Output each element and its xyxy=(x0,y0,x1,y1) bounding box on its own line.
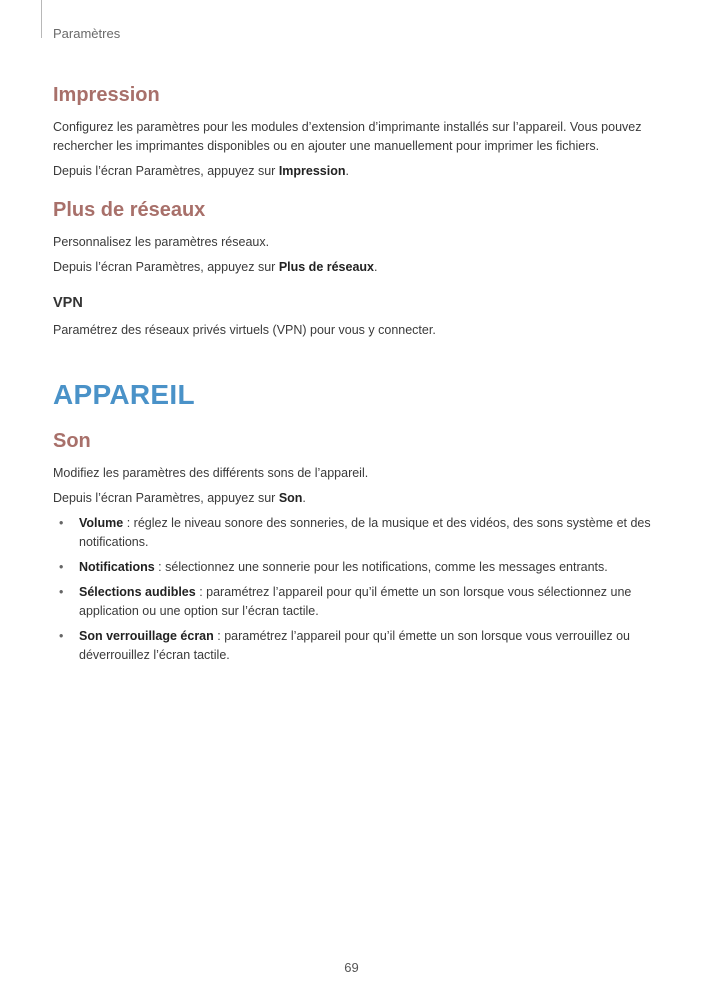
header-title: Paramètres xyxy=(53,26,121,41)
section-vpn xyxy=(53,293,653,340)
son-path-prefix: Depuis l’écran Paramètres, appuyez sur xyxy=(53,491,279,505)
reseaux-path-prefix: Depuis l’écran Paramètres, appuyez sur xyxy=(53,260,279,274)
page-content xyxy=(53,82,653,681)
reseaux-path-target: Plus de réseaux xyxy=(278,260,375,274)
page-number: 69 xyxy=(344,960,359,975)
appareil-title: APPAREIL xyxy=(53,379,195,410)
son-path-target: Son xyxy=(278,491,303,505)
reseaux-desc: Personnalisez les paramètres réseaux. xyxy=(53,235,270,249)
bullet-text: : sélectionnez une sonnerie pour les notifications, comme les messages entrants. xyxy=(154,560,608,574)
impression-title: Impression xyxy=(53,84,160,106)
bullet-term: Notifications xyxy=(79,560,155,574)
son-path-suffix: . xyxy=(302,491,306,505)
son-bullet-list xyxy=(53,514,653,665)
bullet-icon: • xyxy=(59,516,64,530)
son-title: Son xyxy=(53,430,91,452)
impression-path-prefix: Depuis l’écran Paramètres, appuyez sur xyxy=(53,164,279,178)
bullet-text: : paramétrez l’appareil pour qu’il émette un son lorsque vous verrouillez ou déverrouillez l’écran tactile. xyxy=(79,629,630,662)
list-item xyxy=(53,558,653,577)
bullet-icon: • xyxy=(59,585,64,599)
vpn-desc: Paramétrez des réseaux privés virtuels (VPN) pour vous y connecter. xyxy=(53,323,436,337)
reseaux-title: Plus de réseaux xyxy=(53,199,206,221)
bullet-term: Volume xyxy=(79,516,124,530)
son-desc: Modifiez les paramètres des différents sons de l’appareil. xyxy=(53,466,369,480)
impression-path xyxy=(53,162,653,181)
bullet-text: : paramétrez l’appareil pour qu’il émette un son lorsque vous sélectionnez une application ou une option sur l’écran tactile. xyxy=(79,585,632,618)
bullet-term: Sélections audibles xyxy=(79,585,196,599)
section-son xyxy=(53,428,653,665)
bullet-term: Son verrouillage écran xyxy=(79,629,214,643)
list-item xyxy=(53,583,653,621)
list-item xyxy=(53,514,653,552)
bullet-icon: • xyxy=(59,560,64,574)
vpn-title: VPN xyxy=(53,295,83,311)
reseaux-path xyxy=(53,258,653,277)
list-item xyxy=(53,627,653,665)
son-path xyxy=(53,489,653,508)
impression-path-target: Impression xyxy=(278,164,346,178)
reseaux-path-suffix: . xyxy=(374,260,378,274)
impression-desc: Configurez les paramètres pour les modules d’extension d’imprimante installés sur l’appareil. Vous pouvez rechercher les imprimantes disponibles ou en ajouter une manuellement pour imprimer les fichiers. xyxy=(53,120,642,153)
bullet-text: : réglez le niveau sonore des sonneries, de la musique et des vidéos, des sons système et des notifications. xyxy=(79,516,651,549)
bullet-icon: • xyxy=(59,629,64,643)
header-rule xyxy=(41,0,42,38)
section-impression xyxy=(53,82,653,181)
section-plus-de-reseaux xyxy=(53,197,653,277)
impression-path-suffix: . xyxy=(345,164,349,178)
